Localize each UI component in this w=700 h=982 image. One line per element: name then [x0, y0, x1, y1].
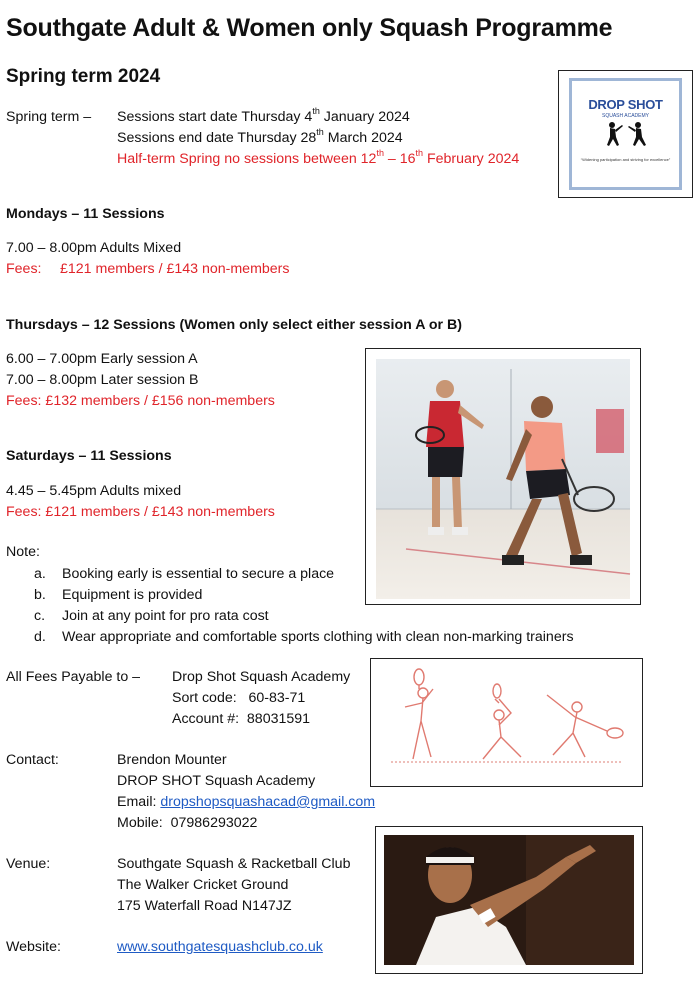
thursdays-session-a: 6.00 – 7.00pm Early session A	[6, 351, 198, 367]
player-silhouettes-icon	[598, 121, 654, 151]
website-label: Website:	[6, 939, 61, 955]
fees-payable-label: All Fees Payable to –	[6, 669, 141, 685]
account-number: Account #: 88031591	[172, 711, 311, 727]
list-item: c. Join at any point for pro rata cost	[34, 608, 269, 624]
venue-label: Venue:	[6, 856, 51, 872]
page-subtitle: Spring term 2024	[6, 66, 161, 87]
contact-email-row	[117, 792, 375, 813]
venue-line-1: Southgate Squash & Racketball Club	[117, 856, 351, 872]
thursdays-fees: Fees: £132 members / £156 non-members	[6, 393, 275, 409]
venue-line-3: 175 Waterfall Road N147JZ	[117, 898, 292, 914]
email-link[interactable]: dropshopsquashacad@gmail.com	[160, 794, 376, 810]
venue-line-2: The Walker Cricket Ground	[117, 877, 289, 893]
mondays-heading: Mondays – 11 Sessions	[6, 206, 165, 222]
notes-label: Note:	[6, 544, 40, 560]
thursdays-heading: Thursdays – 12 Sessions (Women only select either session A or B)	[6, 317, 462, 333]
squash-player-closeup-photo	[375, 826, 643, 974]
term-label: Spring term –	[6, 109, 92, 125]
contact-mobile: Mobile: 07986293022	[117, 815, 258, 831]
thursdays-session-b: 7.00 – 8.00pm Later session B	[6, 372, 199, 388]
list-item: b. Equipment is provided	[34, 587, 203, 603]
drop-shot-logo	[558, 70, 693, 198]
list-item: d. Wear appropriate and comfortable sports clothing with clean non-marking trainers	[34, 629, 574, 645]
list-item: a. Booking early is essential to secure a place	[34, 566, 335, 582]
logo-subtitle: SQUASH ACADEMY	[602, 113, 649, 119]
logo-title: DROP SHOT	[588, 97, 663, 112]
contact-name: Brendon Mounter	[117, 752, 227, 768]
saturdays-fees: Fees: £121 members / £143 non-members	[6, 504, 275, 520]
contact-label: Contact:	[6, 752, 59, 768]
mondays-fees-label: Fees:	[6, 261, 42, 277]
email-label: Email:	[117, 794, 157, 810]
mondays-session: 7.00 – 8.00pm Adults Mixed	[6, 240, 182, 256]
player-sketch-illustration	[370, 658, 643, 787]
saturdays-session: 4.45 – 5.45pm Adults mixed	[6, 483, 182, 499]
halfterm-notice: Half-term Spring no sessions between 12th – 16th February 2024	[117, 148, 520, 167]
page-title: Southgate Adult & Women only Squash Programme	[6, 14, 613, 42]
payee-name: Drop Shot Squash Academy	[172, 669, 351, 685]
notes-list	[34, 564, 574, 648]
saturdays-heading: Saturdays – 11 Sessions	[6, 448, 172, 464]
contact-organisation: DROP SHOT Squash Academy	[117, 773, 316, 789]
term-end-date: Sessions end date Thursday 28th March 2024	[117, 127, 403, 146]
logo-tagline: “Widening participation and striving for excellence”	[580, 157, 671, 162]
sort-code: Sort code: 60-83-71	[172, 690, 306, 706]
website-link[interactable]: www.southgatesquashclub.co.uk	[117, 939, 323, 955]
mondays-fees: £121 members / £143 non-members	[60, 261, 290, 277]
term-start-date: Sessions start date Thursday 4th January 2024	[117, 106, 410, 125]
